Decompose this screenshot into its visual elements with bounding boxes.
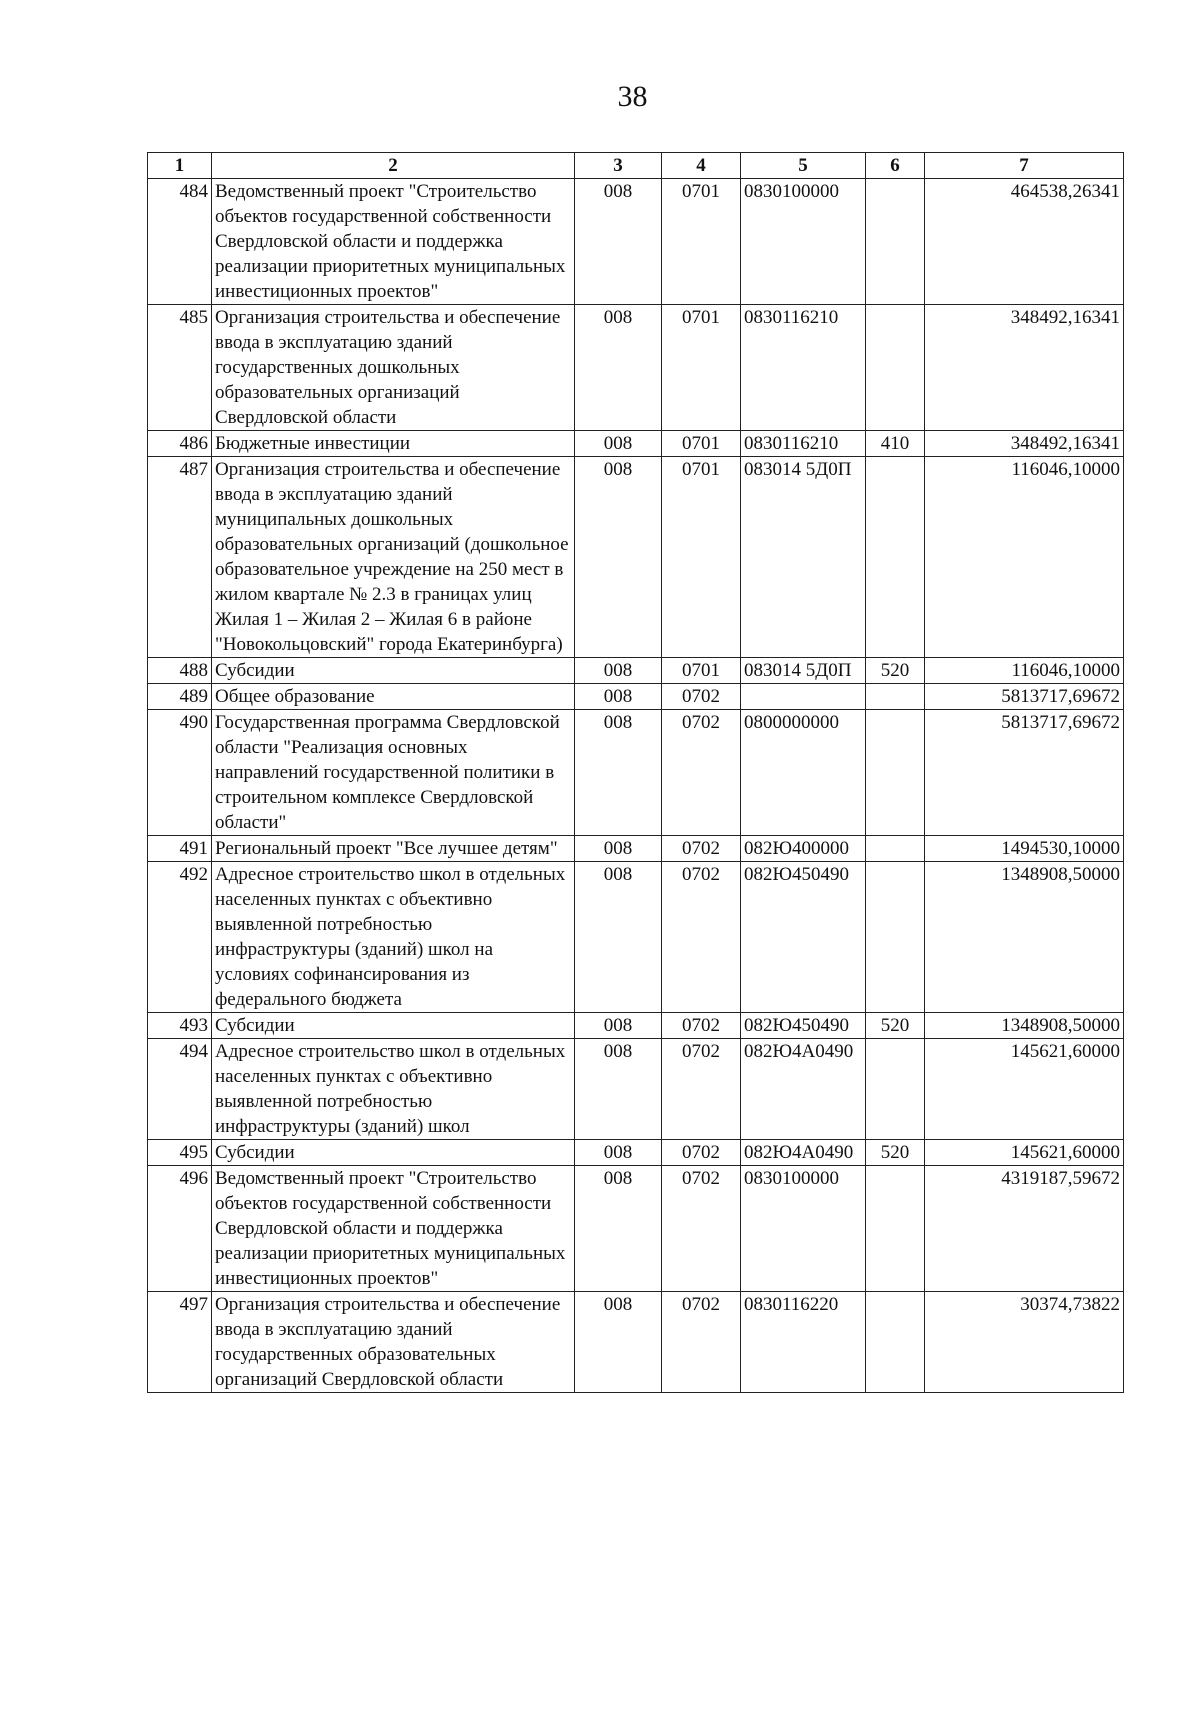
- row-name: Бюджетные инвестиции: [212, 431, 575, 457]
- row-target-code: 0830116210: [741, 431, 866, 457]
- row-dept-code: 008: [575, 1013, 662, 1039]
- row-amount: 5813717,69672: [925, 684, 1124, 710]
- row-dept-code: 008: [575, 862, 662, 1013]
- row-expense-type: [866, 684, 925, 710]
- row-name: Региональный проект "Все лучшее детям": [212, 836, 575, 862]
- row-expense-type: 520: [866, 1013, 925, 1039]
- row-dept-code: 008: [575, 431, 662, 457]
- row-expense-type: 410: [866, 431, 925, 457]
- row-section-code: 0702: [662, 710, 741, 836]
- row-amount: 464538,26341: [925, 179, 1124, 305]
- row-section-code: 0702: [662, 1013, 741, 1039]
- row-expense-type: [866, 836, 925, 862]
- row-dept-code: 008: [575, 305, 662, 431]
- row-number: 486: [148, 431, 212, 457]
- row-amount: 1348908,50000: [925, 862, 1124, 1013]
- row-target-code: [741, 684, 866, 710]
- row-section-code: 0701: [662, 457, 741, 658]
- row-target-code: 082Ю400000: [741, 836, 866, 862]
- row-number: 497: [148, 1292, 212, 1393]
- row-expense-type: [866, 1166, 925, 1292]
- column-header: 6: [866, 153, 925, 179]
- row-target-code: 0800000000: [741, 710, 866, 836]
- row-section-code: 0702: [662, 836, 741, 862]
- row-section-code: 0702: [662, 862, 741, 1013]
- row-number: 492: [148, 862, 212, 1013]
- row-number: 489: [148, 684, 212, 710]
- row-name: Субсидии: [212, 658, 575, 684]
- column-header: 2: [212, 153, 575, 179]
- column-header: 4: [662, 153, 741, 179]
- row-dept-code: 008: [575, 710, 662, 836]
- table-row: [148, 1039, 1124, 1140]
- row-amount: 116046,10000: [925, 457, 1124, 658]
- row-section-code: 0702: [662, 1292, 741, 1393]
- row-dept-code: 008: [575, 684, 662, 710]
- row-name: Государственная программа Свердловской области "Реализация основных направлений государственной политики в строительном комплексе Свердловской области": [212, 710, 575, 836]
- row-number: 495: [148, 1140, 212, 1166]
- row-dept-code: 008: [575, 457, 662, 658]
- row-section-code: 0702: [662, 684, 741, 710]
- row-amount: 1348908,50000: [925, 1013, 1124, 1039]
- row-amount: 145621,60000: [925, 1140, 1124, 1166]
- row-amount: 348492,16341: [925, 305, 1124, 431]
- table-row: [148, 1140, 1124, 1166]
- row-target-code: 0830116210: [741, 305, 866, 431]
- row-amount: 348492,16341: [925, 431, 1124, 457]
- row-section-code: 0702: [662, 1166, 741, 1292]
- row-expense-type: [866, 179, 925, 305]
- table-row: [148, 1013, 1124, 1039]
- row-expense-type: [866, 1039, 925, 1140]
- row-dept-code: 008: [575, 1166, 662, 1292]
- row-number: 494: [148, 1039, 212, 1140]
- table-header-row: [148, 153, 1124, 179]
- row-amount: 30374,73822: [925, 1292, 1124, 1393]
- row-expense-type: [866, 862, 925, 1013]
- row-section-code: 0702: [662, 1039, 741, 1140]
- column-header: 3: [575, 153, 662, 179]
- row-dept-code: 008: [575, 1292, 662, 1393]
- row-expense-type: [866, 1292, 925, 1393]
- row-name: Организация строительства и обеспечение ввода в эксплуатацию зданий муниципальных дошкольных образовательных организаций (дошкольное образовательное учреждение на 250 мест в жилом квартале № 2.3 в границах улиц Жилая 1 – Жилая 2 – Жилая 6 в районе "Новокольцовский" города Екатеринбурга): [212, 457, 575, 658]
- row-dept-code: 008: [575, 836, 662, 862]
- column-header: 7: [925, 153, 1124, 179]
- row-target-code: 082Ю4А0490: [741, 1039, 866, 1140]
- table-row: [148, 684, 1124, 710]
- table-row: [148, 305, 1124, 431]
- row-dept-code: 008: [575, 658, 662, 684]
- row-expense-type: 520: [866, 1140, 925, 1166]
- row-target-code: 082Ю450490: [741, 862, 866, 1013]
- table-row: [148, 179, 1124, 305]
- row-expense-type: [866, 305, 925, 431]
- row-expense-type: [866, 457, 925, 658]
- row-section-code: 0701: [662, 658, 741, 684]
- table-row: [148, 710, 1124, 836]
- row-dept-code: 008: [575, 179, 662, 305]
- row-target-code: 083014 5Д0П: [741, 457, 866, 658]
- row-expense-type: 520: [866, 658, 925, 684]
- row-target-code: 082Ю4А0490: [741, 1140, 866, 1166]
- column-header: 1: [148, 153, 212, 179]
- row-number: 491: [148, 836, 212, 862]
- row-target-code: 0830100000: [741, 179, 866, 305]
- row-number: 487: [148, 457, 212, 658]
- row-section-code: 0701: [662, 305, 741, 431]
- row-amount: 116046,10000: [925, 658, 1124, 684]
- budget-table: [147, 152, 1124, 1393]
- row-name: Организация строительства и обеспечение ввода в эксплуатацию зданий государственных дошкольных образовательных организаций Свердловской области: [212, 305, 575, 431]
- table-row: [148, 836, 1124, 862]
- table-row: [148, 658, 1124, 684]
- row-number: 490: [148, 710, 212, 836]
- table-row: [148, 1166, 1124, 1292]
- row-name: Адресное строительство школ в отдельных населенных пунктах с объективно выявленной потребностью инфраструктуры (зданий) школ: [212, 1039, 575, 1140]
- row-section-code: 0702: [662, 1140, 741, 1166]
- row-number: 493: [148, 1013, 212, 1039]
- row-amount: 5813717,69672: [925, 710, 1124, 836]
- row-expense-type: [866, 710, 925, 836]
- row-name: Общее образование: [212, 684, 575, 710]
- row-name: Субсидии: [212, 1013, 575, 1039]
- row-number: 488: [148, 658, 212, 684]
- table-row: [148, 431, 1124, 457]
- row-name: Организация строительства и обеспечение ввода в эксплуатацию зданий государственных образовательных организаций Свердловской области: [212, 1292, 575, 1393]
- row-amount: 4319187,59672: [925, 1166, 1124, 1292]
- row-name: Адресное строительство школ в отдельных населенных пунктах с объективно выявленной потребностью инфраструктуры (зданий) школ на условиях софинансирования из федерального бюджета: [212, 862, 575, 1013]
- table-row: [148, 457, 1124, 658]
- row-name: Ведомственный проект "Строительство объектов государственной собственности Свердловской области и поддержка реализации приоритетных муниципальных инвестиционных проектов": [212, 179, 575, 305]
- row-amount: 145621,60000: [925, 1039, 1124, 1140]
- row-target-code: 0830100000: [741, 1166, 866, 1292]
- table-row: [148, 862, 1124, 1013]
- row-name: Ведомственный проект "Строительство объектов государственной собственности Свердловской области и поддержка реализации приоритетных муниципальных инвестиционных проектов": [212, 1166, 575, 1292]
- row-number: 485: [148, 305, 212, 431]
- row-number: 496: [148, 1166, 212, 1292]
- row-dept-code: 008: [575, 1039, 662, 1140]
- row-target-code: 083014 5Д0П: [741, 658, 866, 684]
- row-name: Субсидии: [212, 1140, 575, 1166]
- row-number: 484: [148, 179, 212, 305]
- column-header: 5: [741, 153, 866, 179]
- row-target-code: 082Ю450490: [741, 1013, 866, 1039]
- row-dept-code: 008: [575, 1140, 662, 1166]
- page-number: 38: [617, 80, 648, 113]
- row-amount: 1494530,10000: [925, 836, 1124, 862]
- table-row: [148, 1292, 1124, 1393]
- row-section-code: 0701: [662, 179, 741, 305]
- row-section-code: 0701: [662, 431, 741, 457]
- row-target-code: 0830116220: [741, 1292, 866, 1393]
